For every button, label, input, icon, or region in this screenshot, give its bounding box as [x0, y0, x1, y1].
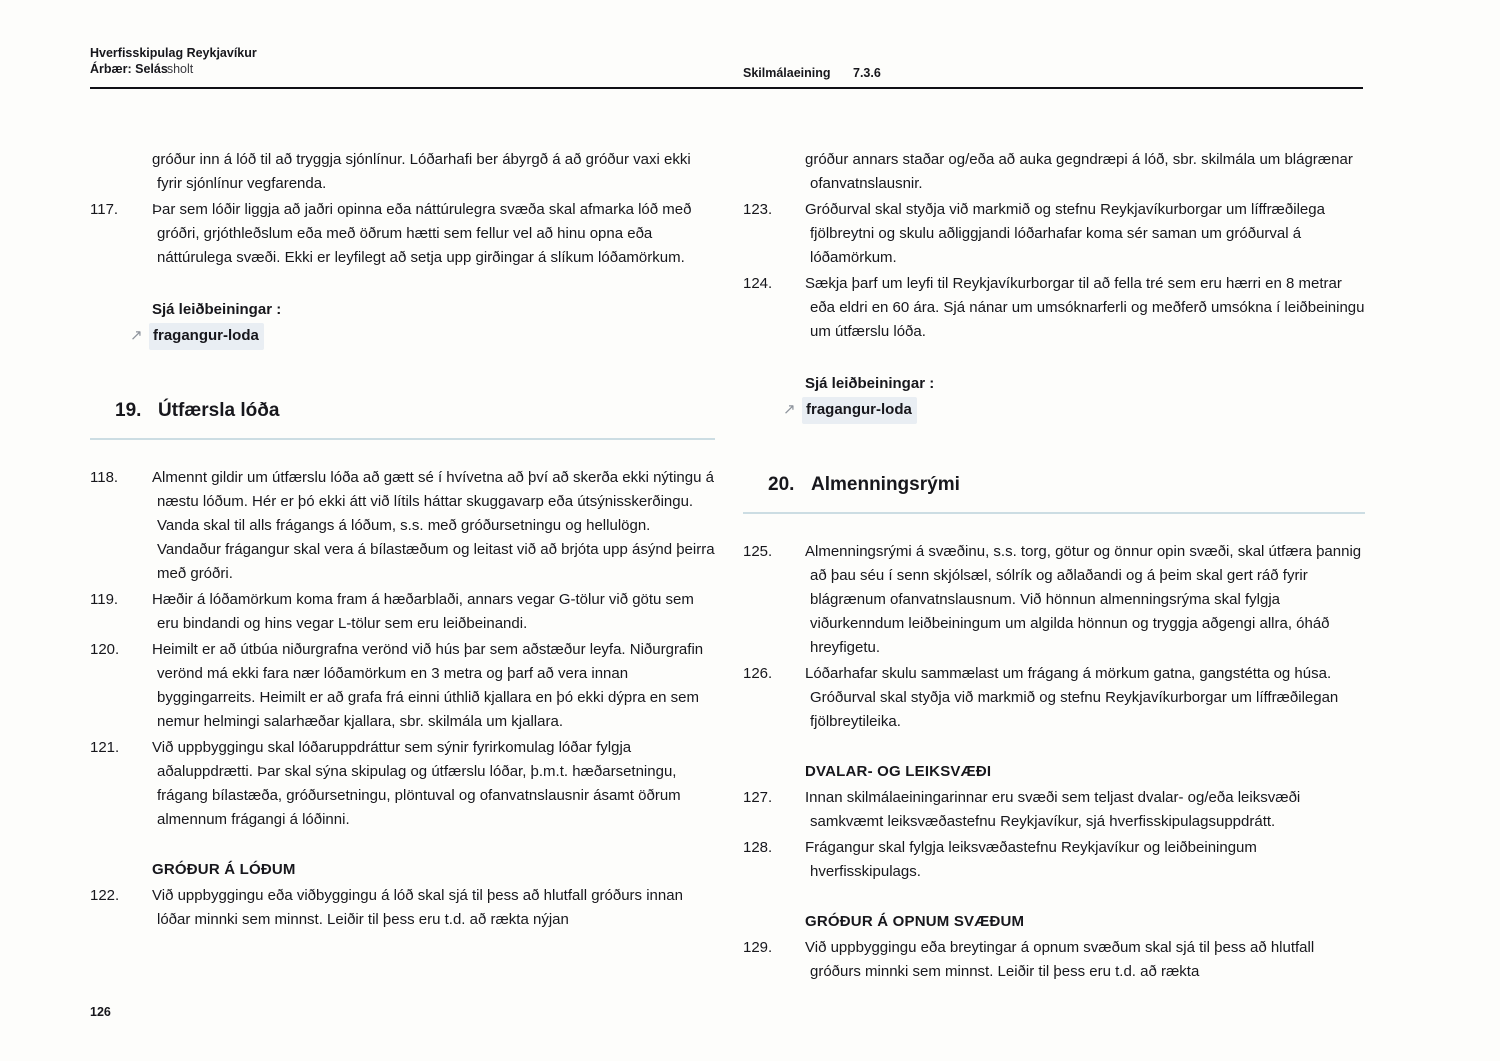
paragraph-text: Gróðurval skal styðja við markmið og stefnu Reykjavíkurborgar um líffræðilega fjölbreytni og skulu aðliggjandi lóðarhafar koma sér saman um gróðurval á lóðamörkum.: [805, 201, 1325, 266]
paragraph-123: [743, 198, 1365, 270]
guidelines-block: [743, 372, 1365, 424]
area-label-overlap: sholt: [166, 61, 194, 76]
paragraph-number: 127.: [743, 789, 773, 806]
guidelines-label: Sjá leiðbeiningar :: [152, 301, 282, 318]
paragraph-121: [90, 736, 715, 832]
paragraph-122: [90, 884, 715, 932]
section-title-text: Útfærsla lóða: [158, 400, 280, 421]
paragraph-text: Heimilt er að útbúa niðurgrafna verönd við hús þar sem aðstæður leyfa. Niðurgrafin verönd má ekki fara nær lóðamörkum en 3 metra og þarf að vera innan byggingarreits. Heimilt er að grafa frá einni úthlið kjallara en þó ekki dýpra en sem nemur helmingi salarhæðar kjallara, sbr. skilmála um kjallara.: [152, 641, 704, 730]
paragraph-text: Innan skilmálaeiningarinnar eru svæði sem teljast dvalar- og/eða leiksvæði samkvæmt leiksvæðastefnu Reykjavíkur, sjá hverfisskipulagsuppdrátt.: [805, 789, 1301, 830]
area-label: Árbær: Selás: [90, 61, 168, 76]
section-title-text: Almenningsrými: [811, 474, 960, 495]
right-column: [743, 148, 1365, 986]
guidelines-link-row: [130, 323, 715, 350]
section-heading: [90, 396, 715, 426]
doc-type-label: Skilmálaeining: [743, 66, 831, 80]
section-rule: [90, 438, 715, 440]
section-20: [743, 470, 1365, 514]
paragraph-number: 121.: [90, 739, 120, 756]
paragraph-129: [743, 936, 1365, 984]
paragraph-number: 120.: [90, 641, 120, 658]
guidelines-link[interactable]: fragangur-loda: [802, 397, 917, 424]
continuation-text: gróður annars staðar og/eða að auka gegndræpi á lóð, sbr. skilmála um blágrænar ofanvatnslausnir.: [805, 151, 1353, 192]
paragraph-117: [90, 198, 715, 270]
document-area: [90, 62, 257, 78]
section-number: 20.: [768, 474, 795, 495]
paragraph-number: 122.: [90, 887, 120, 904]
section-19: [90, 396, 715, 440]
paragraph-125: [743, 540, 1365, 660]
paragraph-text: Við uppbyggingu skal lóðaruppdráttur sem sýnir fyrirkomulag lóðar fylgja aðaluppdrætti. Þar skal sýna skipulag og útfærslu lóðar, þ.m.t. hæðarsetningu, frágang bílastæða, gróðursetningu, plöntuval og ofanvatnslausnir ásamt öðrum almennum frágangi á lóðinni.: [152, 739, 681, 828]
paragraph-text: Frágangur skal fylgja leiksvæðastefnu Reykjavíkur og leiðbeiningum hverfisskipulags.: [805, 839, 1257, 880]
paragraph-text: Þar sem lóðir liggja að jaðri opinna eða náttúrulegra svæða skal afmarka lóð með gróðri, grjóthleðslum eða með öðrum hætti sem fellur vel að hinu opna eða náttúrulega svæði. Ekki er leyfilegt að setja upp girðingar á slíkum lóðamörkum.: [152, 201, 692, 266]
document-title: Hverfisskipulag Reykjavíkur: [90, 46, 257, 60]
guidelines-block: [90, 298, 715, 350]
subheading-grodur-a-lodum: GRÓÐUR Á LÓÐUM: [152, 861, 296, 878]
external-link-icon: ↗: [130, 327, 143, 344]
paragraph-text: Hæðir á lóðamörkum koma fram á hæðarblaði, annars vegar G-tölur við götu sem eru bindandi og hins vegar L-tölur sem eru leiðbeinandi.: [152, 591, 694, 632]
guidelines-link-row: [783, 397, 1365, 424]
paragraph-126: [743, 662, 1365, 734]
paragraph-number: 118.: [90, 469, 119, 486]
paragraph-text: Almenningsrými á svæðinu, s.s. torg, götur og önnur opin svæði, skal útfæra þannig að þau séu í senn skjólsæl, sólrík og aðlaðandi og á þeim skal gert ráð fyrir blágrænum ofanvatnslausnum. Við hönnun almenningsrýma skal fylgja viðurkenndum leiðbeiningum um algilda hönnun og tryggja aðgengi allra, óháð hreyfigetu.: [805, 543, 1362, 656]
paragraph-119: [90, 588, 715, 636]
paragraph-number: 123.: [743, 201, 773, 218]
paragraph-128: [743, 836, 1365, 884]
guidelines-link[interactable]: fragangur-loda: [149, 323, 264, 350]
paragraph-text: Almennt gildir um útfærslu lóða að gætt sé í hvívetna að því að skerða ekki nýtingu á næstu lóðum. Hér er þó ekki átt við lítils háttar skuggavarp eða útsýnisskerðingu. Vanda skal til alls frágangs á lóðum, s.s. með gróðursetningu og hellulögn. Vandaður frágangur skal vera á bílastæðum og leitast við að brjóta upp ásýnd þeirra með gróðri.: [152, 469, 715, 582]
external-link-icon: ↗: [783, 401, 796, 418]
doc-reference-number: 7.3.6: [853, 66, 881, 80]
header-rule: [90, 87, 1363, 89]
paragraph-124: [743, 272, 1365, 344]
subheading-grodur-a-opnum-svaedum: GRÓÐUR Á OPNUM SVÆÐUM: [805, 913, 1025, 930]
paragraph-number: 117.: [90, 201, 119, 218]
paragraph-number: 126.: [743, 665, 773, 682]
paragraph-text: Sækja þarf um leyfi til Reykjavíkurborgar til að fella tré sem eru hærri en 8 metrar eða eldri en 60 ára. Sjá nánar um umsóknarferli og meðferð umsókna í leiðbeiningu um útfærslu lóða.: [805, 275, 1365, 340]
paragraph-text: Við uppbyggingu eða breytingar á opnum svæðum skal sjá til þess að hlutfall gróðurs minnki sem minnst. Leiðir til þess eru t.d. að rækta: [805, 939, 1315, 980]
left-column: [90, 148, 715, 934]
continuation-text: gróður inn á lóð til að tryggja sjónlínur. Lóðarhafi ber ábyrgð á að gróður vaxi ekki fyrir sjónlínur vegfarenda.: [152, 151, 691, 192]
paragraph-text: Við uppbyggingu eða viðbyggingu á lóð skal sjá til þess að hlutfall gróðurs innan lóðar minnki sem minnst. Leiðir til þess eru t.d. að rækta nýjan: [152, 887, 683, 928]
paragraph-number: 128.: [743, 839, 773, 856]
section-heading: [743, 470, 1365, 500]
section-number: 19.: [115, 400, 142, 421]
document-header: [90, 46, 257, 77]
paragraph-number: 129.: [743, 939, 773, 956]
paragraph-number: 124.: [743, 275, 773, 292]
paragraph-text: Lóðarhafar skulu sammælast um frágang á mörkum gatna, gangstétta og húsa. Gróðurval skal styðja við markmið og stefnu Reykjavíkurborgar um líffræðilegan fjölbreytileika.: [805, 665, 1339, 730]
guidelines-label: Sjá leiðbeiningar :: [805, 375, 935, 392]
paragraph-number: 119.: [90, 591, 119, 608]
paragraph-118: [90, 466, 715, 586]
section-rule: [743, 512, 1365, 514]
paragraph-120: [90, 638, 715, 734]
subheading-dvalar-og-leiksvaedi: DVALAR- OG LEIKSVÆÐI: [805, 763, 992, 780]
paragraph-number: 125.: [743, 543, 773, 560]
page-number: 126: [90, 1005, 111, 1019]
paragraph-127: [743, 786, 1365, 834]
